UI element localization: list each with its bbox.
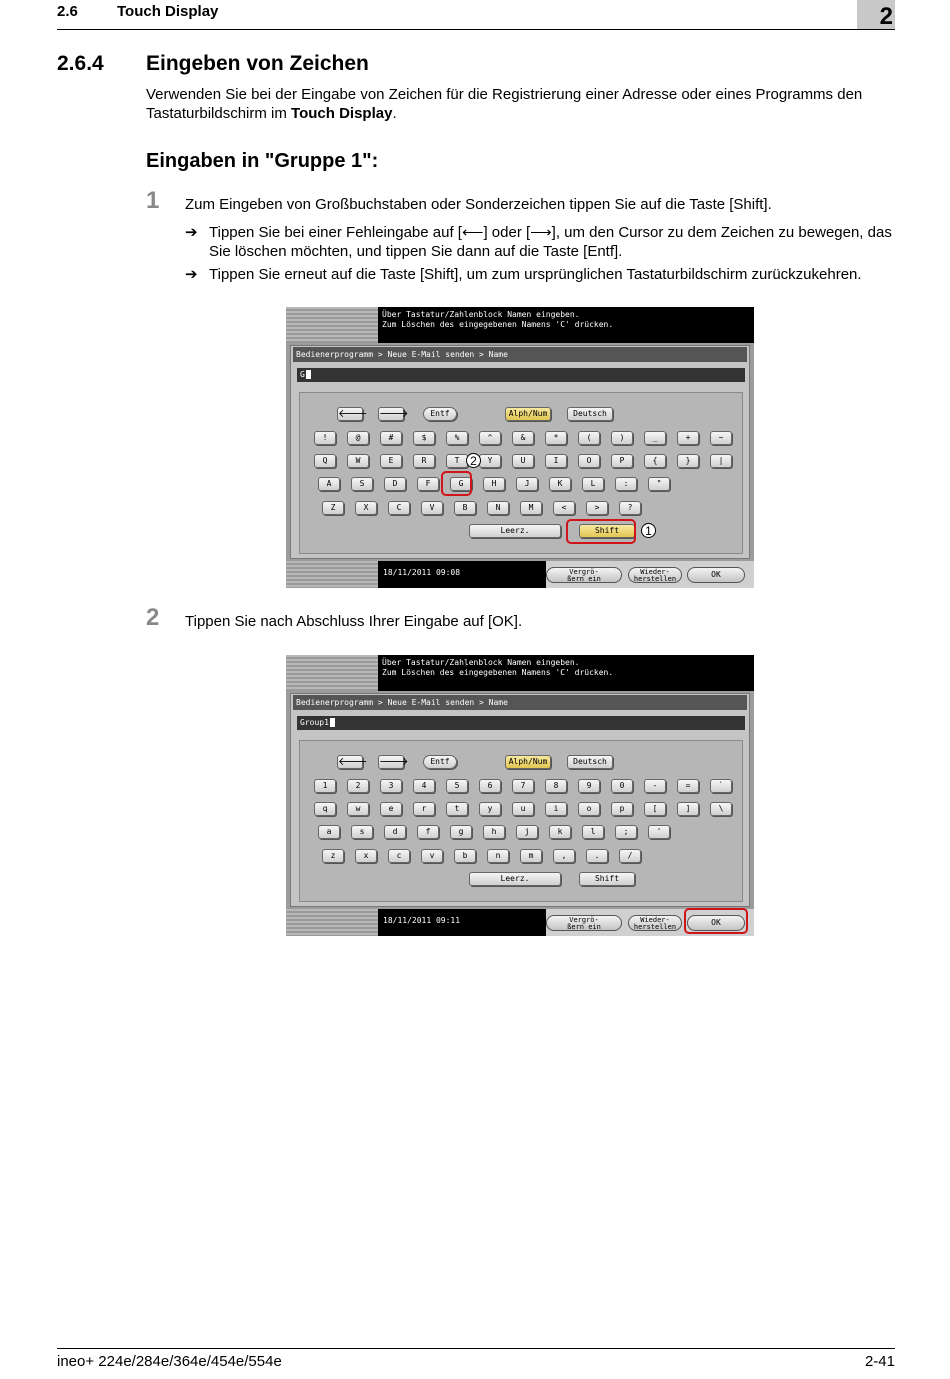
cursor-right-key[interactable]: 🡒 [379, 407, 409, 420]
button-label: Vergrö- [569, 568, 599, 576]
char-key[interactable]: " [648, 477, 670, 491]
char-key[interactable]: * [545, 431, 567, 445]
keyboard-screenshot-shift [286, 307, 754, 588]
space-key[interactable]: Leerz. [469, 524, 561, 538]
intro-text: Verwenden Sie bei der Eingabe von Zeichen für die Registrierung einer Adresse oder eines Programms den Tastaturbildschirm im [146, 86, 863, 122]
char-key[interactable]: Y [479, 454, 501, 468]
char-key[interactable]: W [347, 454, 369, 468]
char-key[interactable]: 4 [413, 779, 435, 793]
message-line: Über Tastatur/Zahlenblock Namen eingeben. [382, 310, 580, 319]
step2-text: Tippen Sie nach Abschluss Ihrer Eingabe auf [OK]. [185, 613, 523, 630]
restore-button[interactable] [628, 567, 682, 583]
input-value: Group1 [300, 718, 329, 727]
char-key[interactable]: 9 [578, 779, 600, 793]
char-key[interactable]: 3 [380, 779, 402, 793]
subheading: Eingaben in "Gruppe 1": [146, 150, 379, 172]
button-label: ßern ein [567, 575, 601, 583]
name-input-field[interactable] [297, 368, 745, 382]
keyboard [299, 740, 743, 902]
instruction-message [378, 307, 754, 343]
input-panel [290, 345, 750, 559]
cursor-left-key[interactable]: 🡐 [338, 407, 368, 420]
char-key[interactable]: Z [322, 501, 344, 515]
char-key[interactable]: d [384, 825, 406, 839]
char-key[interactable]: j [516, 825, 538, 839]
char-key[interactable]: G [450, 477, 472, 491]
step2-number: 2 [146, 604, 160, 631]
char-key[interactable]: 0 [611, 779, 633, 793]
char-key[interactable]: I [545, 454, 567, 468]
char-key[interactable]: H [483, 477, 505, 491]
deutsch-key[interactable]: Deutsch [567, 755, 613, 769]
char-key[interactable]: L [582, 477, 604, 491]
text-cursor [306, 370, 311, 379]
enlarge-display-button[interactable] [546, 567, 622, 583]
breadcrumb: Bedienerprogramm > Neue E-Mail senden > Name [293, 695, 747, 710]
char-key[interactable]: ! [314, 431, 336, 445]
char-key[interactable]: T [446, 454, 468, 468]
char-key[interactable]: ] [677, 802, 699, 816]
cursor-right-key[interactable]: 🡒 [379, 755, 409, 768]
g-key-highlight [441, 471, 472, 496]
char-key[interactable]: { [644, 454, 666, 468]
step1-text: Zum Eingeben von Großbuchstaben oder Sonderzeichen tippen Sie auf die Taste [Shift]. [185, 196, 772, 213]
char-key[interactable]: ? [619, 501, 641, 515]
message-line: Über Tastatur/Zahlenblock Namen eingeben. [382, 658, 580, 667]
char-key[interactable]: ' [648, 825, 670, 839]
bullet-text: Tippen Sie erneut auf die Taste [Shift], um zum ursprünglichen Tastaturbildschirm zurückzukehren. [209, 266, 862, 283]
char-key[interactable]: c [388, 849, 410, 863]
button-label: Wieder- [640, 568, 670, 576]
char-key[interactable]: r [413, 802, 435, 816]
char-key[interactable]: Q [314, 454, 336, 468]
char-key[interactable]: e [380, 802, 402, 816]
char-key[interactable]: > [586, 501, 608, 515]
char-key[interactable]: $ [413, 431, 435, 445]
space-key[interactable]: Leerz. [469, 872, 561, 886]
intro-paragraph [146, 85, 896, 123]
char-key[interactable]: b [454, 849, 476, 863]
input-value: G [300, 370, 305, 379]
char-key[interactable]: k [549, 825, 571, 839]
button-label: herstellen [633, 923, 677, 931]
bottom-bar [286, 561, 754, 588]
char-key[interactable]: U [512, 454, 534, 468]
instruction-message [378, 655, 754, 691]
name-input-field[interactable] [297, 716, 745, 730]
status-strip [286, 655, 378, 691]
date-time: 18/11/2011 09:11 [378, 909, 546, 936]
char-key[interactable]: + [677, 431, 699, 445]
callout-2: 2 [466, 453, 481, 468]
restore-button[interactable] [628, 915, 682, 931]
delete-key[interactable]: Entf [423, 755, 457, 769]
cursor-left-key[interactable]: 🡐 [338, 755, 368, 768]
char-key[interactable]: O [578, 454, 600, 468]
char-key[interactable]: a [318, 825, 340, 839]
char-key[interactable]: J [516, 477, 538, 491]
status-strip [286, 307, 378, 343]
char-key[interactable]: # [380, 431, 402, 445]
char-key[interactable]: [ [644, 802, 666, 816]
heading-number: 2.6.4 [57, 52, 104, 75]
char-key[interactable]: 5 [446, 779, 468, 793]
button-label: Wieder- [640, 916, 670, 924]
char-key[interactable]: C [388, 501, 410, 515]
char-key[interactable]: ) [611, 431, 633, 445]
deutsch-key[interactable]: Deutsch [567, 407, 613, 421]
footer-page-number: 2-41 [864, 1353, 895, 1370]
char-key[interactable]: ( [578, 431, 600, 445]
char-key[interactable]: 8 [545, 779, 567, 793]
char-key[interactable]: A [318, 477, 340, 491]
char-key[interactable]: , [553, 849, 575, 863]
char-key[interactable]: R [413, 454, 435, 468]
char-key[interactable]: x [355, 849, 377, 863]
keyboard [299, 392, 743, 554]
char-key[interactable]: ` [710, 779, 732, 793]
char-key[interactable]: h [483, 825, 505, 839]
char-key[interactable]: w [347, 802, 369, 816]
char-key[interactable]: s [351, 825, 373, 839]
char-key[interactable]: 1 [314, 779, 336, 793]
char-key[interactable]: u [512, 802, 534, 816]
char-key[interactable]: - [644, 779, 666, 793]
ok-button[interactable]: OK [687, 567, 745, 583]
date-time: 18/11/2011 09:08 [378, 561, 546, 588]
char-key[interactable]: 6 [479, 779, 501, 793]
shift-highlight [566, 519, 636, 544]
char-key[interactable]: n [487, 849, 509, 863]
button-label: ßern ein [567, 923, 601, 931]
char-key[interactable]: F [417, 477, 439, 491]
char-key[interactable]: | [710, 454, 732, 468]
ok-button[interactable]: OK [687, 915, 745, 931]
step1-number: 1 [146, 187, 160, 214]
arrow-icon: ➔ [185, 224, 198, 241]
char-key[interactable]: & [512, 431, 534, 445]
char-key[interactable]: f [417, 825, 439, 839]
status-strip [286, 561, 378, 588]
chapter-tab: 2 [857, 0, 895, 29]
intro-bold: Touch Display [291, 105, 393, 122]
shift-key[interactable]: Shift [579, 872, 635, 886]
char-key[interactable]: B [454, 501, 476, 515]
char-key[interactable]: ; [615, 825, 637, 839]
keyboard-screenshot-ok [286, 655, 754, 936]
char-key[interactable]: ~ [710, 431, 732, 445]
message-line: Zum Löschen des eingegebenen Namens 'C' drücken. [382, 320, 614, 329]
char-key[interactable]: N [487, 501, 509, 515]
button-label: herstellen [633, 575, 677, 583]
char-key[interactable]: ^ [479, 431, 501, 445]
char-key[interactable]: t [446, 802, 468, 816]
alph-num-key[interactable]: Alph/Num [505, 407, 551, 421]
delete-key[interactable]: Entf [423, 407, 457, 421]
char-key[interactable]: % [446, 431, 468, 445]
input-panel [290, 693, 750, 907]
char-key[interactable]: 2 [347, 779, 369, 793]
shift-key[interactable]: Shift [579, 524, 635, 538]
header-section-title: Touch Display [117, 3, 219, 20]
running-header [57, 0, 895, 30]
intro-end: . [392, 105, 397, 122]
enlarge-display-button[interactable] [546, 915, 622, 931]
char-key[interactable]: m [520, 849, 542, 863]
footer-model: ineo+ 224e/284e/364e/454e/554e [57, 1353, 282, 1370]
button-label: Vergrö- [569, 916, 599, 924]
breadcrumb: Bedienerprogramm > Neue E-Mail senden > Name [293, 347, 747, 362]
status-strip [286, 909, 378, 936]
char-key[interactable]: . [586, 849, 608, 863]
char-key[interactable]: P [611, 454, 633, 468]
heading-title: Eingeben von Zeichen [146, 52, 369, 75]
char-key[interactable]: g [450, 825, 472, 839]
arrow-icon: ➔ [185, 266, 198, 283]
char-key[interactable]: / [619, 849, 641, 863]
text-cursor [330, 718, 335, 727]
char-key[interactable]: E [380, 454, 402, 468]
char-key[interactable]: @ [347, 431, 369, 445]
char-key[interactable]: S [351, 477, 373, 491]
message-line: Zum Löschen des eingegebenen Namens 'C' drücken. [382, 668, 614, 677]
char-key[interactable]: V [421, 501, 443, 515]
char-key[interactable]: o [578, 802, 600, 816]
char-key[interactable]: = [677, 779, 699, 793]
char-key[interactable]: q [314, 802, 336, 816]
char-key[interactable]: y [479, 802, 501, 816]
char-key[interactable]: v [421, 849, 443, 863]
footer-rule [57, 1348, 895, 1349]
header-section-number: 2.6 [57, 3, 78, 20]
char-key[interactable]: < [553, 501, 575, 515]
char-key[interactable]: _ [644, 431, 666, 445]
char-key[interactable]: p [611, 802, 633, 816]
char-key[interactable]: D [384, 477, 406, 491]
char-key[interactable]: \ [710, 802, 732, 816]
ok-highlight [684, 908, 748, 934]
char-key[interactable]: i [545, 802, 567, 816]
char-key[interactable]: : [615, 477, 637, 491]
alph-num-key[interactable]: Alph/Num [505, 755, 551, 769]
bullet-text: Tippen Sie bei einer Fehleingabe auf [⟵] oder [⟶], um den Cursor zu dem Zeichen zu bewegen, das Sie löschen möchten, und tippen Sie dann auf die Taste [Entf]. [209, 224, 892, 260]
char-key[interactable]: l [582, 825, 604, 839]
char-key[interactable]: K [549, 477, 571, 491]
char-key[interactable]: } [677, 454, 699, 468]
callout-1: 1 [641, 523, 656, 538]
char-key[interactable]: X [355, 501, 377, 515]
char-key[interactable]: M [520, 501, 542, 515]
char-key[interactable]: z [322, 849, 344, 863]
char-key[interactable]: 7 [512, 779, 534, 793]
